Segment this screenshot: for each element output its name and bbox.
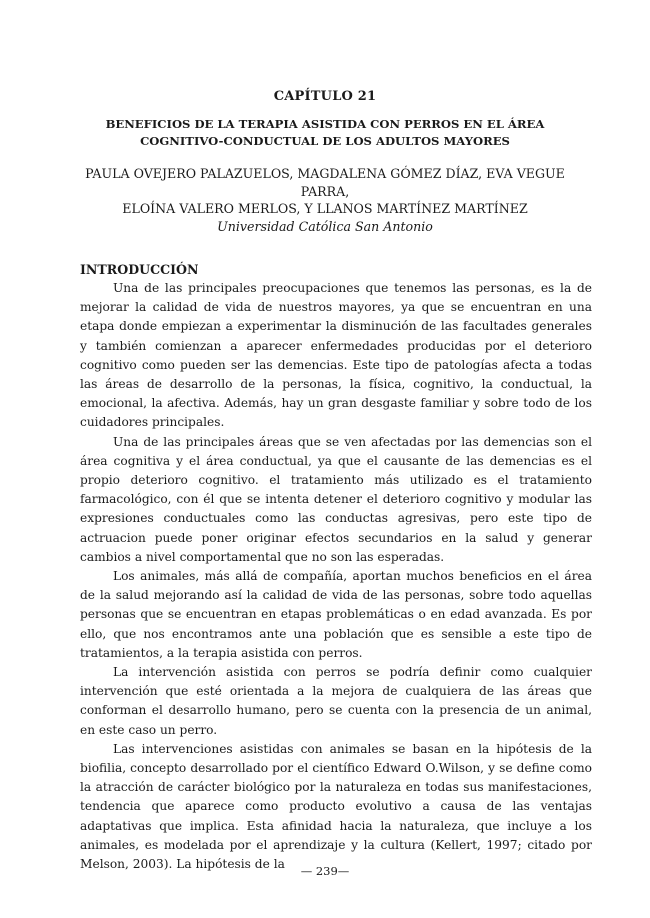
paragraph: Los animales, más allá de compañía, aportan muchos beneficios en el área de la salud mejorando así la calidad de vida de las personas, sobre todo aquellas personas que se encuentran en etapas problemáticas o en edad avanzada. Es por ello, que nos encontramos ante una población que es sensible a este tipo de tratamientos, a la terapia asistida con perros. xyxy=(80,569,592,660)
section-heading: INTRODUCCIÓN xyxy=(80,262,199,277)
chapter-title: BENEFICIOS DE LA TERAPIA ASISTIDA CON PERROS EN EL ÁREA COGNITIVO-CONDUCTUAL DE LOS ADULTOS MAYORES xyxy=(105,117,545,148)
paragraph: Una de las principales preocupaciones que tenemos las personas, es la de mejorar la calidad de vida de nuestros mayores, ya que se encuentran en una etapa donde empiezan a experimentar la disminución de las facultades generales y también comienzan a aparecer enfermedades producidas por el deterioro cognitivo como pueden ser las demencias. Este tipo de patologías afecta a todas las áreas de desarrollo de la personas, la física, cognitivo, la conductual, la emocional, la afectiva. Además, hay un gran desgaste familiar y sobre todo de los cuidadores principales. xyxy=(80,281,592,430)
paragraph: Las intervenciones asistidas con animales se basan en la hipótesis de la biofilia, concepto desarrollado por el científico Edward O.Wilson, y se define como la atracción de carácter biológico por la naturaleza en todas sus manifestaciones, tendencia que aparece como producto evolutivo a causa de las ventajas adaptativas que implica. Esta afinidad hacia la naturaleza, que incluye a los animales, es modelada por el aprendizaje y la cultura (Kellert, 1997; citado por Melson, 2003). La hipótesis de la xyxy=(80,741,592,872)
chapter-label: CAPÍTULO 21 xyxy=(273,89,377,104)
paragraph: La intervención asistida con perros se podría definir como cualquier intervención que esté orientada a la mejora de cualquiera de las áreas que conforman el desarrollo humano, pero se cuenta con la presencia de un animal, en este caso un perro. xyxy=(80,665,592,737)
body-text xyxy=(80,279,592,874)
page-number: — 239— xyxy=(300,864,350,878)
authors-line-1: PAULA OVEJERO PALAZUELOS, MAGDALENA GÓMEZ DÍAZ, EVA VEGUE PARRA, xyxy=(85,166,565,199)
author-block xyxy=(60,165,590,235)
authors-line-2: ELOÍNA VALERO MERLOS, Y LLANOS MARTÍNEZ MARTÍNEZ xyxy=(122,201,528,216)
paragraph: Una de las principales áreas que se ven afectadas por las demencias son el área cognitiva y el área conductual, ya que el causante de las demencias es el propio deterioro cognitivo. el tratamiento más utilizado es el tratamiento farmacológico, con él que se intenta detener el deterioro cognitivo y modular las expresiones conductuales como las conductas agresivas, pero este tipo de actruacion puede poner originar efectos secundarios en la salud y generar cambios a nivel comportamental que no son las esperadas. xyxy=(80,434,592,564)
affiliation: Universidad Católica San Antonio xyxy=(217,218,433,234)
